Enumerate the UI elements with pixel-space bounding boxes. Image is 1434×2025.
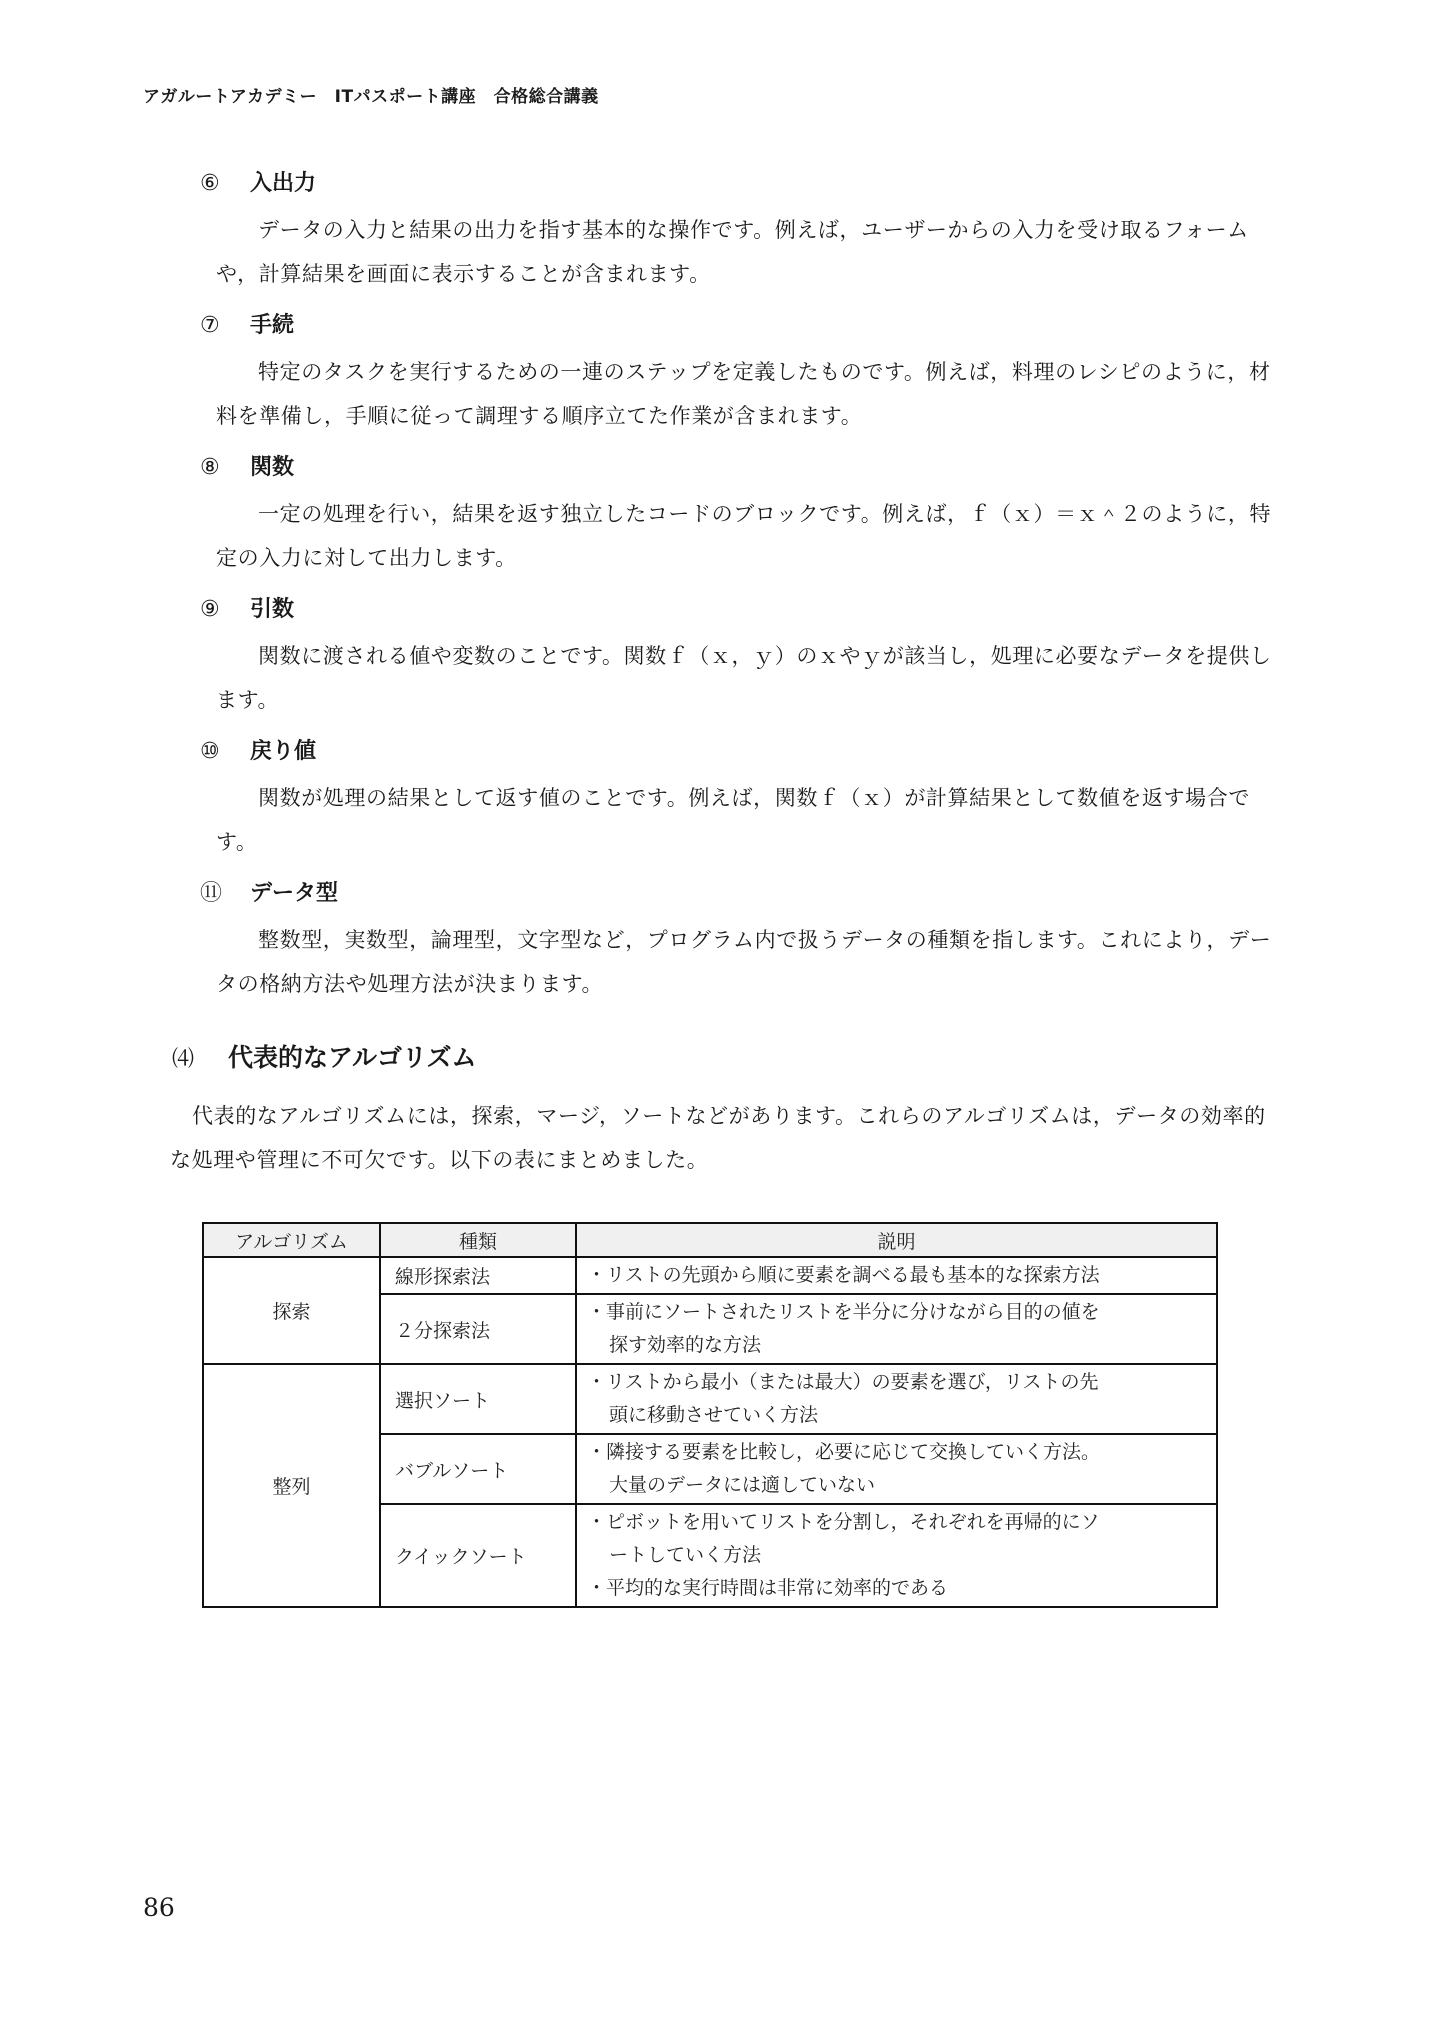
item-body: 一定の処理を行い，結果を返す独立したコードのブロックです。例えば，ｆ（ｘ）＝ｘ＾２のように，特定の入力に対して出力します。 xyxy=(216,502,1272,570)
item-body: 整数型，実数型，論理型，文字型など，プログラム内で扱うデータの種類を指します。これにより，データの格納方法や処理方法が決まります。 xyxy=(216,928,1272,996)
kind-cell: クイックソート xyxy=(380,1504,576,1607)
header-algorithm: アルゴリズム xyxy=(203,1223,380,1257)
item-body: 関数が処理の結果として返す値のことです。例えば，関数ｆ（ｘ）が計算結果として数値を返す場合です。 xyxy=(216,786,1250,854)
item-procedure xyxy=(200,306,1280,438)
description-line: ートしていく方法 xyxy=(609,1544,762,1566)
item-heading xyxy=(200,590,1280,630)
item-title: 入出力 xyxy=(250,171,317,196)
item-title: 関数 xyxy=(250,455,295,480)
item-return-value xyxy=(200,732,1280,864)
table-row xyxy=(203,1364,1217,1434)
page-number: 86 xyxy=(143,1893,175,1922)
description-line: ・リストから最小（または最大）の要素を選び，リストの先 xyxy=(587,1371,1099,1393)
kind-cell: バブルソート xyxy=(380,1434,576,1504)
item-number: ⑧ xyxy=(200,455,220,480)
item-title: 引数 xyxy=(250,597,295,622)
description-cell xyxy=(576,1434,1217,1504)
item-number: ⑩ xyxy=(200,739,220,764)
table-header-row xyxy=(203,1223,1217,1257)
item-title: 手続 xyxy=(250,313,295,338)
section-title xyxy=(172,1038,477,1074)
description-cell xyxy=(576,1257,1217,1294)
item-argument xyxy=(200,590,1280,722)
category-cell: 探索 xyxy=(203,1257,380,1364)
item-function xyxy=(200,448,1280,580)
section-intro: 代表的なアルゴリズムには，探索，マージ，ソートなどがあります。これらのアルゴリズムは，データの効率的な処理や管理に不可欠です。以下の表にまとめました。 xyxy=(170,1104,1266,1172)
kind-cell: ２分探索法 xyxy=(380,1294,576,1364)
header-description: 説明 xyxy=(576,1223,1217,1257)
category-cell: 整列 xyxy=(203,1364,380,1607)
item-heading xyxy=(200,448,1280,488)
table-row xyxy=(203,1257,1217,1294)
description-line: 頭に移動させていく方法 xyxy=(609,1404,819,1426)
description-line: ・平均的な実行時間は非常に効率的である xyxy=(587,1577,949,1599)
item-heading xyxy=(200,732,1280,772)
item-number: ⑪ xyxy=(200,881,223,906)
item-number: ⑥ xyxy=(200,171,220,196)
item-data-type xyxy=(200,874,1280,1006)
item-number: ⑨ xyxy=(200,597,220,622)
section-title-text: 代表的なアルゴリズム xyxy=(228,1043,477,1072)
section-number: ⑷ xyxy=(172,1047,195,1072)
description-line: 探す効率的な方法 xyxy=(609,1334,762,1356)
running-head: アガルートアカデミー ITパスポート講座 合格総合講義 xyxy=(143,87,599,107)
item-title: データ型 xyxy=(250,881,339,906)
item-title: 戻り値 xyxy=(250,739,317,764)
item-heading xyxy=(200,306,1280,346)
item-heading xyxy=(200,874,1280,914)
item-number: ⑦ xyxy=(200,313,220,338)
description-line: ・ピボットを用いてリストを分割し，それぞれを再帰的にソ xyxy=(587,1511,1100,1533)
item-body: データの入力と結果の出力を指す基本的な操作です。例えば，ユーザーからの入力を受け取るフォームや，計算結果を画面に表示することが含まれます。 xyxy=(216,218,1249,286)
description-line: 大量のデータには適していない xyxy=(609,1474,876,1496)
item-heading xyxy=(200,164,1280,204)
kind-cell: 線形探索法 xyxy=(380,1257,576,1294)
description-line: ・事前にソートされたリストを半分に分けながら目的の値を xyxy=(587,1301,1100,1323)
description-cell xyxy=(576,1364,1217,1434)
description-line: ・隣接する要素を比較し，必要に応じて交換していく方法。 xyxy=(587,1441,1101,1463)
description-cell xyxy=(576,1504,1217,1607)
description-cell xyxy=(576,1294,1217,1364)
algorithm-table xyxy=(202,1222,1218,1608)
item-body: 関数に渡される値や変数のことです。関数ｆ（ｘ，ｙ）のｘやｙが該当し，処理に必要なデータを提供します。 xyxy=(216,644,1272,712)
item-body: 特定のタスクを実行するための一連のステップを定義したものです。例えば，料理のレシピのように，材料を準備し，手順に従って調理する順序立てた作業が含まれます。 xyxy=(216,360,1271,428)
kind-cell: 選択ソート xyxy=(380,1364,576,1434)
header-kind: 種類 xyxy=(380,1223,576,1257)
item-input-output xyxy=(200,164,1280,296)
description-line: ・リストの先頭から順に要素を調べる最も基本的な探索方法 xyxy=(587,1264,1100,1286)
